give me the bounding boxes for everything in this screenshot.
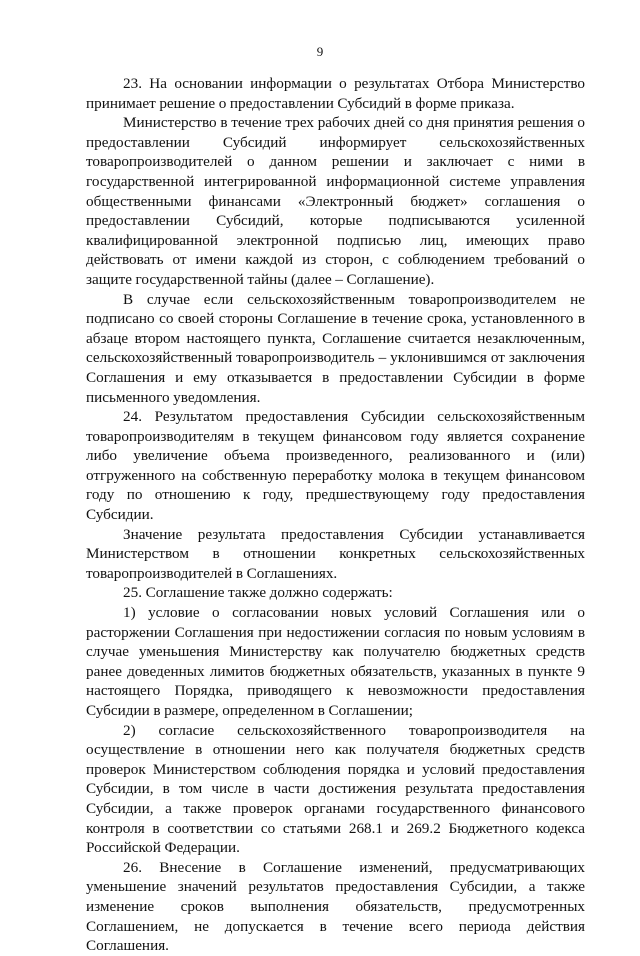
paragraph-ministry-decision: Министерство в течение трех рабочих дней со дня принятия решения о предоставлении Субсидий информирует сельскохозяйственных товаропроизводителей о данном решении и заключает с ними в государственной интегрированной информационной системе управления общественными финансами «Электронный бюджет» соглашения о предоставлении Субсидий, которые подписываются усиленной квалифицированной электронной подписью лиц, имеющих право действовать от имени каждой из сторон, с соблюдением требований о защите государственной тайны (далее – Соглашение). <box>86 114 585 288</box>
paragraph-unsigned-agreement: В случае если сельскохозяйственным товаропроизводителем не подписано со своей стороны Соглашение в течение срока, установленного в абзаце втором настоящего пункта, Соглашение считается незаключенным, сельскохозяйственный товаропроизводитель – уклонившимся от заключения Соглашения и ему отказывается в предоставлении Субсидии в форме письменного уведомления. <box>86 290 585 406</box>
paragraph-result-value: Значение результата предоставления Субсидии устанавливается Министерством в отношении конкретных сельскохозяйственных товаропроизводителей в Соглашениях. <box>86 525 585 582</box>
page-number: 9 <box>316 44 324 59</box>
paragraph-item-25: 25. Соглашение также должно содержать: <box>123 584 393 602</box>
document-body <box>86 74 585 956</box>
paragraph-item-24: 24. Результатом предоставления Субсидии сельскохозяйственным товаропроизводителям в текущем финансовом году является сохранение либо увеличение объема произведенного, реализованного и (или) отгруженного на собственную переработку молока в текущем финансовом году по отношению к году, предшествующему году предоставления Субсидии. <box>86 408 585 524</box>
paragraph-item-23: 23. На основании информации о результатах Отбора Министерство принимает решение о предоставлении Субсидий в форме приказа. <box>86 75 585 112</box>
paragraph-condition-2: 2) согласие сельскохозяйственного товаропроизводителя на осуществление в отношении него как получателя бюджетных средств проверок Министерством соблюдения порядка и условий предоставления Субсидии, в том числе в части достижения результата предоставления Субсидии, а также проверок органами государственного финансового контроля в соответствии со статьями 268.1 и 269.2 Бюджетного кодекса Российской Федерации. <box>86 721 585 857</box>
paragraph-condition-1: 1) условие о согласовании новых условий Соглашения или о расторжении Соглашения при недостижении согласия по новым условиям в случае уменьшения Министерству как получателю бюджетных средств ранее доведенных лимитов бюджетных обязательств, указанных в пункте 9 настоящего Порядка, приводящего к невозможности предоставления Субсидии в размере, определенном в Соглашении; <box>86 604 585 719</box>
paragraph-item-26: 26. Внесение в Соглашение изменений, предусматривающих уменьшение значений результатов предоставления Субсидии, а также изменение сроков выполнения обязательств, предусмотренных Соглашением, не допускается в течение всего периода действия Соглашения. <box>86 858 585 955</box>
